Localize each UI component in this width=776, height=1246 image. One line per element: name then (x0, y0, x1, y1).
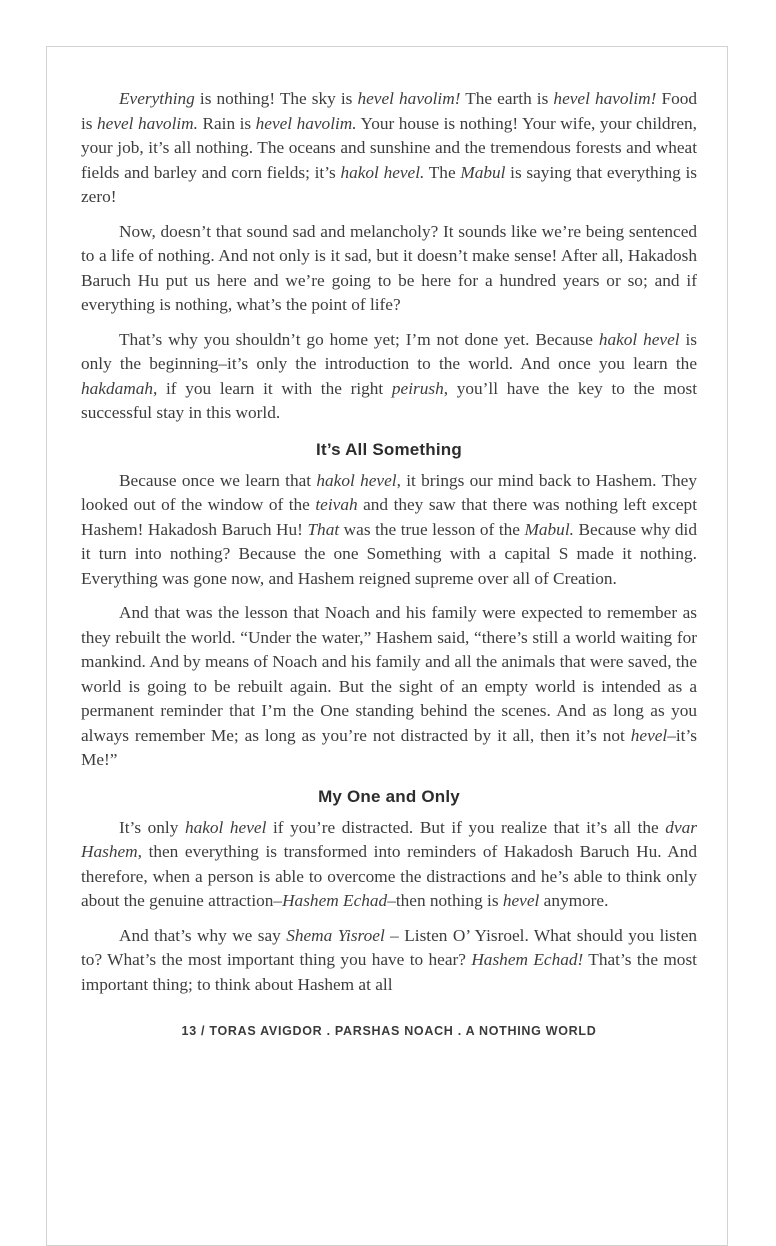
italic-run: peirush (391, 378, 444, 398)
text-run: And that’s why we say (119, 925, 287, 945)
page-frame (46, 46, 728, 1246)
text-run: Your house is nothing! Your wife, your children, your job, it’s all nothing. The oceans and sunshine and the tremendous forests and wheat fields and barley and corn fields; it’s (81, 113, 697, 182)
italic-run: teivah (315, 495, 358, 514)
text-run: Because once we learn that (119, 470, 317, 490)
paragraph (81, 87, 697, 210)
italic-run: hevel havolim. (97, 113, 198, 133)
text-run: anymore. (539, 891, 609, 910)
italic-run: Mabul. (524, 519, 574, 539)
text-run: , you’ll have the key to the most successful stay in this world. (81, 378, 697, 422)
text-run: was the true lesson of the (339, 519, 525, 539)
text-run: if you’re distracted. But if you realize that it’s all the (266, 817, 666, 837)
text-run: The earth is (460, 89, 554, 108)
section-heading: My One and Only (318, 786, 460, 806)
italic-run: Hashem Echad (282, 891, 388, 910)
italic-run: hevel havolim. (255, 113, 357, 133)
text-run: –it’s Me!” (81, 725, 697, 769)
italic-run: hevel (502, 891, 540, 910)
italic-run: dvar Hashem (81, 817, 697, 861)
text-run: is only the beginning–it’s only the introduction to the world. And once you learn the (81, 329, 697, 373)
paragraph (81, 924, 697, 998)
text-run: –then nothing is (387, 891, 503, 910)
italic-run: Shema Yisroel (286, 925, 385, 945)
paragraph (81, 220, 697, 318)
italic-run: hakol hevel (598, 329, 680, 349)
italic-run: hevel havolim! (553, 89, 657, 108)
article-body (81, 87, 697, 997)
italic-run: hevel havolim! (357, 89, 461, 108)
italic-run: hakol hevel (316, 470, 397, 490)
text-run: Because why did it turn into nothing? Because the one Something with a capital S made it nothing. Everything was gone now, and Hashem reigned supreme over all of Creation. (81, 519, 697, 588)
italic-run: hakol hevel. (340, 162, 425, 182)
italic-run: hakdamah (81, 378, 153, 398)
page-content (47, 47, 727, 1038)
text-run: Rain is (197, 113, 256, 133)
text-run: That’s why you shouldn’t go home yet; I’m not done yet. Because (119, 329, 599, 349)
text-run: And that was the lesson that Noach and his family were expected to remember as they rebuilt the world. “Under the water,” Hashem said, “there’s still a world waiting for mankind. And by means of Noach and his family and all the animals that were saved, the world is going to be rebuilt again. But the sight of an empty world is intended as a permanent reminder that I’m the One standing behind the scenes. And as long as you always remember Me; as long as you’re not distracted by it all, then it’s not (81, 603, 697, 745)
section-heading: It’s All Something (316, 439, 462, 459)
italic-run: Everything (119, 89, 195, 108)
text-run: and they saw that there was nothing left except Hashem! Hakadosh Baruch Hu! (81, 495, 698, 539)
text-run: , if you learn it with the right (153, 378, 392, 398)
text-run: Food is (81, 89, 698, 133)
text-run: It’s only (119, 817, 185, 837)
paragraph (81, 328, 697, 426)
italic-run: Hashem Echad! (471, 950, 584, 969)
text-run: The (424, 162, 461, 182)
text-run: is nothing! The sky is (194, 89, 358, 108)
text-run: is saying that everything is zero! (81, 162, 697, 206)
text-run: – Listen O’ Yisroel. What should you listen to? What’s the most important thing you have to hear? (81, 925, 698, 969)
text-run: Now, doesn’t that sound sad and melancholy? It sounds like we’re being sentenced to a life of nothing. And not only is it sad, but it doesn’t make sense! After all, Hakadosh Baruch Hu put us here and we’re going to be here for a hundred years or so; and if everything is nothing, what’s the point of life? (81, 221, 697, 314)
text-run: , it brings our mind back to Hashem. They looked out of the window of the (81, 470, 697, 514)
italic-run: That (307, 519, 340, 539)
italic-run: hakol hevel (184, 817, 267, 837)
paragraph (81, 601, 697, 773)
paragraph (81, 816, 697, 914)
paragraph (81, 469, 697, 592)
text-run: , then everything is transformed into reminders of Hakadosh Baruch Hu. And therefore, when a person is able to overcome the distractions and he’s able to think only about the genuine attraction– (81, 842, 697, 910)
text-run: That’s the most important thing; to think about Hashem at all (81, 950, 697, 994)
italic-run: Mabul (460, 162, 506, 182)
page-footer: 13 / TORAS AVIGDOR . PARSHAS NOACH . A NOTHING WORLD (181, 1024, 597, 1038)
italic-run: hevel (630, 725, 668, 745)
